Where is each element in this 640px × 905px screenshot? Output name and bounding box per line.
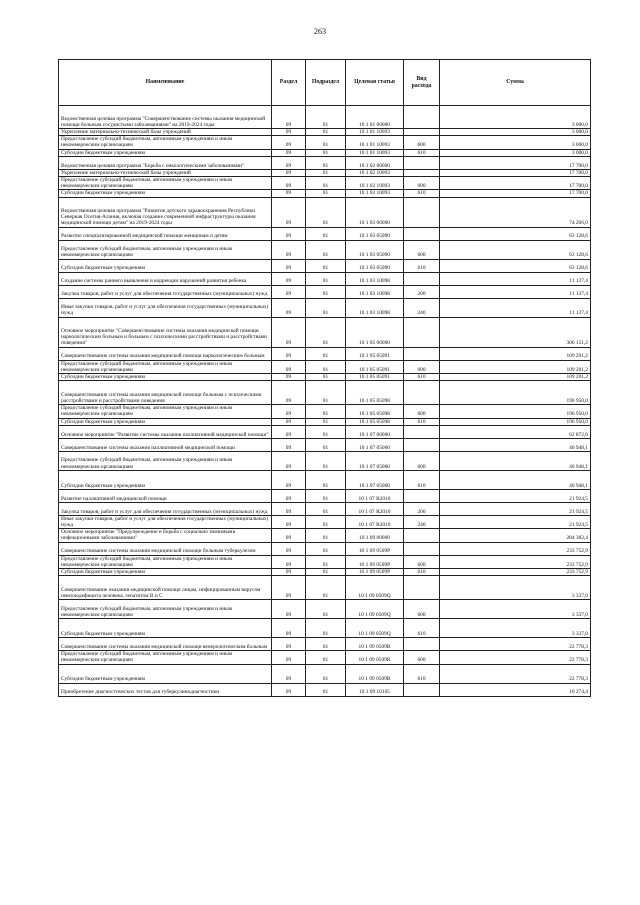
cell-name: Основное мероприятие "Совершенствование системы оказания медицинской помощи наркологическим больным и больным с психическими расстройствами и расстройствами поведения": [59, 317, 272, 347]
cell-name: Ведомственная целевая программа "Развитие детского здравоохранения Республики Северная Осетия-Алания, включая создание современной инфраструктуры оказания медицинской помощи детям" на 2019-2024 годы: [59, 197, 272, 227]
cell-section: 09: [272, 136, 306, 149]
cell-expense-type: [404, 347, 440, 360]
cell-sum: 233 752,9: [440, 542, 591, 555]
cell-target: 10 1 03 10098: [346, 298, 404, 317]
cell-expense-type: 600: [404, 177, 440, 190]
cell-subsection: 01: [306, 418, 346, 425]
table-row: [59, 651, 591, 664]
header-sum: Сумма: [440, 60, 591, 106]
cell-target: 10 1 02 10093: [346, 177, 404, 190]
cell-name: Совершенствование системы оказания паллиативной медицинской помощи: [59, 438, 272, 451]
cell-name: Предоставление субсидий бюджетным, автономным учреждениям и иным некоммерческим организациям: [59, 651, 272, 664]
header-name: Наименование: [59, 60, 272, 106]
cell-name: Создание системы раннего выявления и коррекции нарушений развития ребенка: [59, 272, 272, 285]
cell-sum: 21 924,5: [440, 502, 591, 515]
cell-sum: 17 700,0: [440, 177, 591, 190]
cell-subsection: 01: [306, 542, 346, 555]
cell-section: 09: [272, 405, 306, 418]
cell-expense-type: 200: [404, 502, 440, 515]
cell-expense-type: 600: [404, 555, 440, 568]
cell-name: Развитие паллиативной медицинской помощи: [59, 489, 272, 502]
cell-subsection: 01: [306, 638, 346, 651]
cell-expense-type: [404, 381, 440, 405]
cell-section: 09: [272, 374, 306, 381]
cell-expense-type: [404, 317, 440, 347]
cell-section: 09: [272, 555, 306, 568]
cell-name: Субсидии бюджетным учреждениям: [59, 374, 272, 381]
cell-name: Основное мероприятие "Развитие системы оказания паллиативной медицинской помощи": [59, 425, 272, 438]
cell-target: 10 1 07 R2010: [346, 502, 404, 515]
cell-target: 10 1 05 00000: [346, 317, 404, 347]
header-subsection: Подраздел: [306, 60, 346, 106]
table-row: [59, 360, 591, 373]
table-row: [59, 285, 591, 298]
cell-expense-type: [404, 272, 440, 285]
cell-name: Укрепление материально-технической базы учреждений: [59, 129, 272, 136]
cell-section: 09: [272, 502, 306, 515]
cell-expense-type: [404, 542, 440, 555]
cell-sum: 3 337,0: [440, 576, 591, 600]
cell-section: 09: [272, 451, 306, 470]
table-row: [59, 298, 591, 317]
cell-target: 10 1 07 05060: [346, 451, 404, 470]
header-section: Раздел: [272, 60, 306, 106]
cell-section: 09: [272, 197, 306, 227]
cell-expense-type: [404, 169, 440, 176]
table-row: [59, 502, 591, 515]
cell-name: Иные закупки товаров, работ и услуг для обеспечения государственных (муниципальных) нужд: [59, 298, 272, 317]
table-row: [59, 418, 591, 425]
cell-target: 10 1 07 05060: [346, 438, 404, 451]
cell-name: Субсидии бюджетным учреждениям: [59, 619, 272, 638]
cell-sum: 21 924,5: [440, 489, 591, 502]
table-row: [59, 529, 591, 542]
cell-subsection: 01: [306, 576, 346, 600]
cell-expense-type: 600: [404, 451, 440, 470]
cell-name: Совершенствование системы оказания медицинской помощи больным туберкулезом: [59, 542, 272, 555]
cell-target: 10 1 01 10093: [346, 136, 404, 149]
table-row: [59, 129, 591, 136]
table-row: [59, 272, 591, 285]
cell-sum: 196 950,0: [440, 405, 591, 418]
cell-expense-type: 600: [404, 651, 440, 664]
cell-target: 10 1 09 0509P: [346, 569, 404, 576]
cell-subsection: 01: [306, 317, 346, 347]
cell-sum: 109 201,2: [440, 374, 591, 381]
cell-subsection: 01: [306, 664, 346, 683]
cell-target: 10 1 01 00000: [346, 106, 404, 129]
cell-target: 10 1 03 10098: [346, 272, 404, 285]
cell-name: Закупка товаров, работ и услуг для обеспечения государственных (муниципальных) нужд: [59, 285, 272, 298]
cell-section: 09: [272, 651, 306, 664]
cell-section: 09: [272, 418, 306, 425]
cell-sum: 3 000,0: [440, 129, 591, 136]
cell-target: 10 1 09 0509R: [346, 651, 404, 664]
cell-target: 10 1 05 05098: [346, 381, 404, 405]
cell-subsection: 01: [306, 197, 346, 227]
cell-section: 09: [272, 285, 306, 298]
cell-name: Предоставление субсидий бюджетным, автономным учреждениям и иным некоммерческим организациям: [59, 240, 272, 259]
cell-expense-type: 610: [404, 190, 440, 197]
cell-expense-type: [404, 129, 440, 136]
cell-section: 09: [272, 425, 306, 438]
table-row: [59, 149, 591, 156]
cell-target: 10 1 03 00000: [346, 197, 404, 227]
cell-subsection: 01: [306, 529, 346, 542]
cell-name: Предоставление субсидий бюджетным, автономным учреждениям и иным некоммерческим организациям: [59, 451, 272, 470]
cell-name: Субсидии бюджетным учреждениям: [59, 190, 272, 197]
table-row: [59, 515, 591, 528]
cell-sum: 3 337,0: [440, 600, 591, 619]
cell-section: 09: [272, 470, 306, 489]
cell-subsection: 01: [306, 149, 346, 156]
cell-subsection: 01: [306, 651, 346, 664]
cell-expense-type: 610: [404, 619, 440, 638]
cell-sum: 40 948,1: [440, 438, 591, 451]
cell-subsection: 01: [306, 240, 346, 259]
cell-target: 10 1 09 10105: [346, 683, 404, 696]
cell-expense-type: [404, 638, 440, 651]
cell-target: 10 1 09 0509Q: [346, 619, 404, 638]
cell-subsection: 01: [306, 272, 346, 285]
cell-subsection: 01: [306, 227, 346, 240]
table-row: [59, 405, 591, 418]
cell-target: 10 1 05 05091: [346, 360, 404, 373]
cell-sum: 233 752,9: [440, 555, 591, 568]
cell-section: 09: [272, 156, 306, 169]
cell-target: 10 1 03 05090: [346, 240, 404, 259]
cell-name: Совершенствование оказания медицинской помощи лицам, инфицированным вирусом иммунодефицита человека, гепатитом B и C: [59, 576, 272, 600]
cell-subsection: 01: [306, 129, 346, 136]
table-row: [59, 664, 591, 683]
cell-sum: 74 266,0: [440, 197, 591, 227]
cell-expense-type: 600: [404, 405, 440, 418]
cell-subsection: 01: [306, 347, 346, 360]
cell-name: Предоставление субсидий бюджетным, автономным учреждениям и иным некоммерческим организациям: [59, 600, 272, 619]
cell-subsection: 01: [306, 190, 346, 197]
table-row: [59, 569, 591, 576]
cell-section: 09: [272, 298, 306, 317]
cell-section: 09: [272, 664, 306, 683]
cell-subsection: 01: [306, 502, 346, 515]
cell-target: 10 1 01 10093: [346, 149, 404, 156]
budget-table: [58, 59, 591, 697]
cell-expense-type: 240: [404, 515, 440, 528]
table-row: [59, 136, 591, 149]
cell-section: 09: [272, 177, 306, 190]
table-row: [59, 156, 591, 169]
cell-section: 09: [272, 489, 306, 502]
cell-sum: 11 137,4: [440, 285, 591, 298]
cell-section: 09: [272, 317, 306, 347]
table-row: [59, 542, 591, 555]
cell-subsection: 01: [306, 156, 346, 169]
cell-sum: 62 872,6: [440, 425, 591, 438]
cell-sum: 17 700,0: [440, 169, 591, 176]
cell-target: 10 1 05 05091: [346, 374, 404, 381]
cell-section: 09: [272, 149, 306, 156]
cell-subsection: 01: [306, 425, 346, 438]
cell-target: 10 1 02 10093: [346, 169, 404, 176]
cell-section: 09: [272, 347, 306, 360]
cell-target: 10 1 09 00000: [346, 529, 404, 542]
cell-sum: 109 201,2: [440, 360, 591, 373]
cell-sum: 40 948,1: [440, 470, 591, 489]
cell-sum: 63 128,6: [440, 240, 591, 259]
cell-section: 09: [272, 272, 306, 285]
cell-expense-type: [404, 683, 440, 696]
cell-expense-type: [404, 425, 440, 438]
cell-target: 10 1 05 05098: [346, 418, 404, 425]
cell-name: Иные закупки товаров, работ и услуг для обеспечения государственных (муниципальных) нужд: [59, 515, 272, 528]
table-row: [59, 381, 591, 405]
cell-section: 09: [272, 381, 306, 405]
table-row: [59, 451, 591, 470]
cell-subsection: 01: [306, 683, 346, 696]
cell-target: 10 1 07 R2010: [346, 515, 404, 528]
table-row: [59, 106, 591, 129]
cell-target: 10 1 02 10093: [346, 190, 404, 197]
cell-target: 10 1 09 0509R: [346, 638, 404, 651]
cell-sum: 196 950,0: [440, 381, 591, 405]
table-row: [59, 227, 591, 240]
table-row: [59, 374, 591, 381]
cell-section: 09: [272, 515, 306, 528]
cell-section: 09: [272, 619, 306, 638]
cell-sum: 284 382,4: [440, 529, 591, 542]
cell-subsection: 01: [306, 259, 346, 272]
cell-name: Основное мероприятие "Предупреждение и борьба с социально значимыми инфекционными заболеваниями": [59, 529, 272, 542]
cell-name: Совершенствование системы оказания медицинской помощи наркологическим больным: [59, 347, 272, 360]
cell-name: Субсидии бюджетным учреждениям: [59, 418, 272, 425]
cell-section: 09: [272, 542, 306, 555]
cell-expense-type: [404, 529, 440, 542]
cell-name: Развитие специализированной медицинской помощи женщинам и детям: [59, 227, 272, 240]
cell-sum: 17 700,0: [440, 156, 591, 169]
cell-target: 10 1 09 0509P: [346, 555, 404, 568]
cell-target: 10 1 03 05090: [346, 227, 404, 240]
cell-sum: 3 000,0: [440, 149, 591, 156]
cell-subsection: 01: [306, 136, 346, 149]
cell-target: 10 1 09 0509Q: [346, 576, 404, 600]
cell-sum: 63 128,6: [440, 227, 591, 240]
cell-section: 09: [272, 600, 306, 619]
cell-sum: 16 274,4: [440, 683, 591, 696]
cell-name: Субсидии бюджетным учреждениям: [59, 259, 272, 272]
cell-section: 09: [272, 106, 306, 129]
cell-target: 10 1 07 R2010: [346, 489, 404, 502]
cell-sum: 3 000,0: [440, 106, 591, 129]
cell-section: 09: [272, 438, 306, 451]
cell-name: Ведомственная целевая программа "Борьба с онкологическими заболеваниями": [59, 156, 272, 169]
cell-name: Предоставление субсидий бюджетным, автономным учреждениям и иным некоммерческим организациям: [59, 555, 272, 568]
cell-section: 09: [272, 227, 306, 240]
table-row: [59, 317, 591, 347]
cell-sum: 63 128,6: [440, 259, 591, 272]
cell-subsection: 01: [306, 298, 346, 317]
cell-sum: 109 201,2: [440, 347, 591, 360]
cell-sum: 22 778,3: [440, 664, 591, 683]
table-row: [59, 347, 591, 360]
cell-subsection: 01: [306, 374, 346, 381]
cell-section: 09: [272, 129, 306, 136]
table-row: [59, 438, 591, 451]
cell-expense-type: [404, 197, 440, 227]
cell-target: 10 1 09 0509R: [346, 664, 404, 683]
table-row: [59, 197, 591, 227]
table-row: [59, 190, 591, 197]
cell-expense-type: 610: [404, 569, 440, 576]
cell-name: Приобретение диагностических тестов для туберкулинодиагностики: [59, 683, 272, 696]
table-row: [59, 470, 591, 489]
cell-target: 10 1 03 05090: [346, 259, 404, 272]
cell-expense-type: [404, 489, 440, 502]
cell-name: Субсидии бюджетным учреждениям: [59, 470, 272, 489]
cell-subsection: 01: [306, 470, 346, 489]
cell-expense-type: 600: [404, 136, 440, 149]
cell-expense-type: [404, 576, 440, 600]
cell-sum: 3 000,0: [440, 136, 591, 149]
cell-section: 09: [272, 683, 306, 696]
cell-expense-type: 610: [404, 664, 440, 683]
cell-subsection: 01: [306, 177, 346, 190]
cell-subsection: 01: [306, 451, 346, 470]
cell-sum: 40 948,1: [440, 451, 591, 470]
cell-subsection: 01: [306, 489, 346, 502]
cell-expense-type: [404, 227, 440, 240]
cell-target: 10 1 05 05091: [346, 347, 404, 360]
table-row: [59, 169, 591, 176]
cell-subsection: 01: [306, 515, 346, 528]
cell-subsection: 01: [306, 285, 346, 298]
table-row: [59, 489, 591, 502]
table-row: [59, 619, 591, 638]
page-number: 263: [314, 27, 326, 36]
cell-section: 09: [272, 529, 306, 542]
cell-subsection: 01: [306, 360, 346, 373]
cell-name: Предоставление субсидий бюджетным, автономным учреждениям и иным некоммерческим организациям: [59, 177, 272, 190]
cell-name: Субсидии бюджетным учреждениям: [59, 664, 272, 683]
cell-expense-type: 610: [404, 259, 440, 272]
cell-subsection: 01: [306, 438, 346, 451]
cell-name: Субсидии бюджетным учреждениям: [59, 569, 272, 576]
cell-expense-type: 610: [404, 149, 440, 156]
cell-name: Субсидии бюджетным учреждениям: [59, 149, 272, 156]
table-row: [59, 240, 591, 259]
cell-expense-type: 610: [404, 418, 440, 425]
cell-name: Закупка товаров, работ и услуг для обеспечения государственных (муниципальных) нужд: [59, 502, 272, 515]
cell-subsection: 01: [306, 405, 346, 418]
cell-target: 10 1 05 05098: [346, 405, 404, 418]
table-row: [59, 600, 591, 619]
cell-subsection: 01: [306, 106, 346, 129]
cell-target: 10 1 09 0509P: [346, 542, 404, 555]
cell-sum: 306 151,2: [440, 317, 591, 347]
cell-subsection: 01: [306, 619, 346, 638]
header-expense-type: Вид расхода: [404, 60, 440, 106]
cell-sum: 17 700,0: [440, 190, 591, 197]
cell-target: 10 1 09 0509Q: [346, 600, 404, 619]
cell-name: Совершенствование системы оказания медицинской помощи больным с психическими расстройствами и расстройствами поведения: [59, 381, 272, 405]
header-target: Целевая статья: [346, 60, 404, 106]
cell-name: Укрепление материально-технической базы учреждений: [59, 169, 272, 176]
cell-subsection: 01: [306, 381, 346, 405]
cell-expense-type: 240: [404, 298, 440, 317]
cell-section: 09: [272, 638, 306, 651]
cell-target: 10 1 07 00000: [346, 425, 404, 438]
cell-target: 10 1 03 10098: [346, 285, 404, 298]
cell-name: Предоставление субсидий бюджетным, автономным учреждениям и иным некоммерческим организациям: [59, 405, 272, 418]
table-row: [59, 683, 591, 696]
cell-sum: 11 137,4: [440, 272, 591, 285]
cell-section: 09: [272, 190, 306, 197]
cell-section: 09: [272, 259, 306, 272]
cell-sum: 3 337,0: [440, 619, 591, 638]
cell-expense-type: 610: [404, 374, 440, 381]
cell-target: 10 1 01 10093: [346, 129, 404, 136]
cell-name: Ведомственная целевая программа "Совершенствование системы оказания медицинской помощи больным сосудистыми заболеваниями" на 2019-2024 годы: [59, 106, 272, 129]
cell-section: 09: [272, 360, 306, 373]
cell-name: Предоставление субсидий бюджетным, автономным учреждениям и иным некоммерческим организациям: [59, 360, 272, 373]
table-row: [59, 177, 591, 190]
cell-target: 10 1 02 00000: [346, 156, 404, 169]
cell-sum: 22 778,3: [440, 638, 591, 651]
cell-section: 09: [272, 169, 306, 176]
cell-expense-type: 610: [404, 470, 440, 489]
cell-subsection: 01: [306, 555, 346, 568]
table-row: [59, 425, 591, 438]
cell-sum: 11 137,4: [440, 298, 591, 317]
cell-sum: 196 950,0: [440, 418, 591, 425]
table-row: [59, 555, 591, 568]
cell-name: Совершенствование системы оказания медицинской помощи венерологическим больным: [59, 638, 272, 651]
cell-section: 09: [272, 576, 306, 600]
cell-section: 09: [272, 569, 306, 576]
table-row: [59, 259, 591, 272]
cell-name: Предоставление субсидий бюджетным, автономным учреждениям и иным некоммерческим организациям: [59, 136, 272, 149]
cell-expense-type: 200: [404, 285, 440, 298]
cell-target: 10 1 07 05060: [346, 470, 404, 489]
cell-subsection: 01: [306, 569, 346, 576]
cell-expense-type: [404, 156, 440, 169]
cell-expense-type: 600: [404, 240, 440, 259]
cell-subsection: 01: [306, 600, 346, 619]
cell-expense-type: 600: [404, 600, 440, 619]
cell-subsection: 01: [306, 169, 346, 176]
table-row: [59, 576, 591, 600]
cell-sum: 233 752,9: [440, 569, 591, 576]
table-header-row: [59, 60, 591, 106]
cell-sum: 21 924,5: [440, 515, 591, 528]
cell-expense-type: [404, 106, 440, 129]
cell-sum: 22 778,3: [440, 651, 591, 664]
table-row: [59, 638, 591, 651]
cell-expense-type: [404, 438, 440, 451]
cell-expense-type: 600: [404, 360, 440, 373]
cell-section: 09: [272, 240, 306, 259]
